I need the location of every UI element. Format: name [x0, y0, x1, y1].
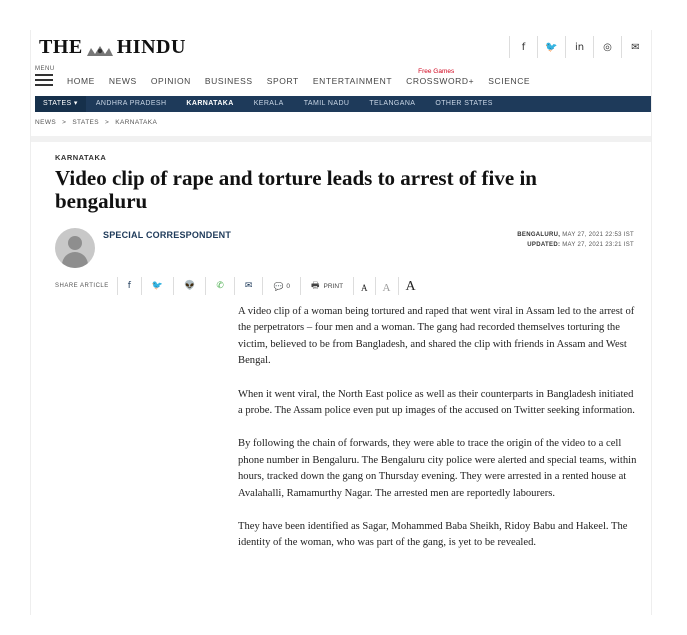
updated-date: MAY 27, 2021 23:21 IST	[562, 242, 634, 248]
published-date: MAY 27, 2021 22:53 IST	[562, 232, 634, 238]
breadcrumb-karnataka[interactable]: KARNATAKA	[115, 119, 158, 126]
font-size-large-button[interactable]: A	[398, 277, 423, 295]
author-name[interactable]: SPECIAL CORRESPONDENT	[103, 230, 232, 240]
font-size-medium-button[interactable]: A	[375, 277, 398, 295]
nav-news[interactable]: NEWS	[108, 76, 137, 86]
share-reddit-icon[interactable]: 👽	[173, 277, 205, 295]
article-paragraph: A video clip of a woman being tortured and raped that went viral in Assam led to the arrest of the perpetrators – four men and a woman. The gang had recorded themselves torturing the victim, believed to be from Bangladesh, and shared the clip with friends in Assam and West Bengal.	[238, 306, 635, 367]
state-andhra-pradesh[interactable]: ANDHRA PRADESH	[95, 100, 167, 107]
nav-crossword[interactable]	[406, 68, 475, 86]
facebook-icon[interactable]: f	[509, 36, 537, 58]
updated-label: UPDATED:	[527, 242, 561, 248]
share-twitter-icon[interactable]: 🐦	[141, 277, 173, 295]
breadcrumb-states[interactable]: STATES	[72, 119, 100, 126]
article-section[interactable]: KARNATAKA	[55, 153, 107, 162]
mail-icon[interactable]: ✉	[621, 36, 649, 58]
nav-home[interactable]: HOME	[67, 76, 95, 86]
instagram-icon[interactable]: ◎	[593, 36, 621, 58]
dateline-location: BENGALURU,	[517, 232, 561, 238]
state-kerala[interactable]: KERALA	[253, 100, 284, 107]
logo-text-left: THE	[39, 36, 83, 58]
states-bar	[35, 96, 652, 112]
menu-label: MENU	[35, 66, 55, 72]
nav-science[interactable]: SCIENCE	[488, 76, 531, 86]
share-facebook-icon[interactable]: f	[117, 277, 141, 295]
article-paragraph: They have been identified as Sagar, Mohammed Baba Sheikh, Ridoy Babu and Hakeel. The identity of the woman, who was part of the gang, is yet to be revealed.	[238, 521, 628, 549]
menu-button[interactable]	[35, 66, 57, 89]
author-avatar	[55, 228, 95, 268]
comments-button[interactable]	[262, 277, 300, 295]
nav-items	[67, 68, 544, 86]
article-body	[238, 304, 638, 569]
updated-line	[517, 240, 634, 250]
comment-icon: 💬	[273, 281, 284, 291]
linkedin-icon[interactable]: in	[565, 36, 593, 58]
article-paragraph: By following the chain of forwards, they were able to trace the origin of the video to a cell phone number in Bengaluru. The Bengaluru city police were alerted and special teams, within hours, tracked down the gang on Thursday evening. They were arrested in a rented house at Avalahalli, Ramamurthy Nagar. The arrested men are reportedly labourers.	[238, 438, 637, 499]
site-logo[interactable]	[39, 36, 186, 59]
print-button[interactable]	[300, 277, 353, 295]
comment-count: 0	[286, 282, 291, 290]
twitter-icon[interactable]: 🐦	[537, 36, 565, 58]
nav-opinion[interactable]: OPINION	[150, 76, 191, 86]
nav-sport[interactable]: SPORT	[266, 76, 299, 86]
social-links	[509, 36, 649, 58]
state-tamil-nadu[interactable]: TAMIL NADU	[303, 100, 350, 107]
hamburger-icon	[35, 74, 57, 86]
logo-seal-icon	[85, 41, 115, 55]
logo-text-right: HINDU	[116, 36, 186, 58]
share-label: SHARE ARTICLE	[55, 283, 109, 289]
article-paragraph: When it went viral, the North East police as well as their counterparts in Bangladesh initiated a probe. The Assam police even put up images of the accused on Twitter seeking information.	[238, 388, 635, 417]
breadcrumb-news[interactable]: NEWS	[35, 119, 57, 126]
share-whatsapp-icon[interactable]: ✆	[205, 277, 234, 295]
nav-business[interactable]: BUSINESS	[204, 76, 253, 86]
font-size-small-button[interactable]: A	[353, 277, 375, 295]
states-dropdown[interactable]: STATES ▾	[35, 96, 86, 112]
print-icon: 🖶	[311, 280, 320, 290]
breadcrumb-separator: >	[105, 119, 110, 126]
article-dates	[517, 230, 634, 250]
share-bar	[55, 276, 423, 296]
state-karnataka[interactable]: KARNATAKA	[186, 100, 234, 107]
main-nav	[31, 64, 652, 94]
browser-page	[30, 30, 652, 615]
nav-entertainment[interactable]: ENTERTAINMENT	[312, 76, 393, 86]
share-email-icon[interactable]: ✉	[234, 277, 263, 295]
section-divider	[31, 136, 652, 142]
free-games-promo[interactable]: Free Games	[418, 68, 455, 75]
state-telangana[interactable]: TELANGANA	[369, 100, 416, 107]
breadcrumb-separator: >	[62, 119, 67, 126]
state-other[interactable]: OTHER STATES	[435, 100, 493, 107]
breadcrumb	[35, 119, 163, 126]
published-line	[517, 230, 634, 240]
site-header	[31, 30, 652, 64]
article-headline: Video clip of rape and torture leads to arrest of five in bengaluru	[55, 166, 537, 213]
print-label: PRINT	[323, 282, 344, 290]
nav-crossword-label: CROSSWORD+	[406, 76, 475, 86]
